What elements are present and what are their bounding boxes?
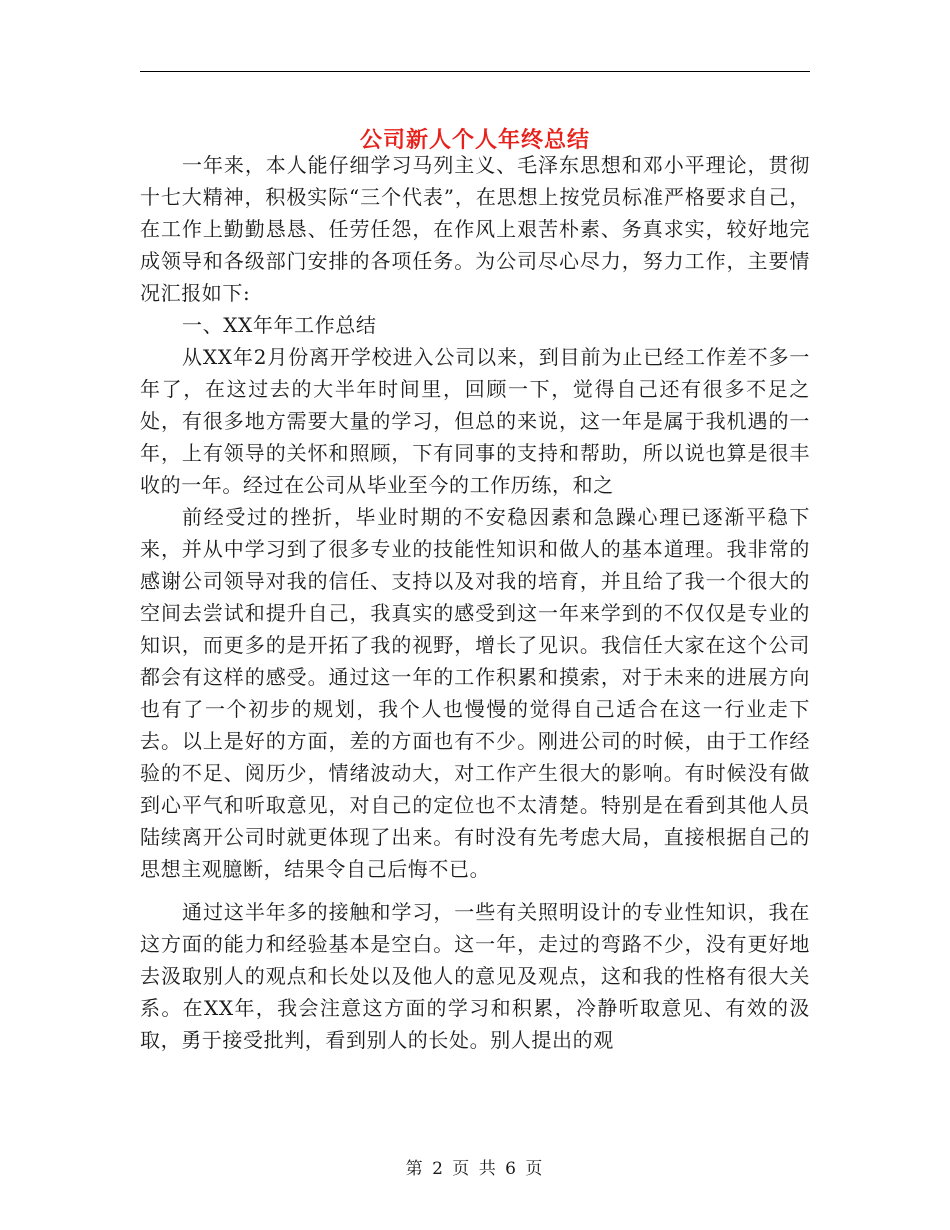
section-heading: 一、XX年年工作总结 <box>182 313 377 337</box>
paragraph-work-review: 从XX年2月份离开学校进入公司以来，到目前为止已经工作差不多一年了，在这过去的大半年时间里，回顾一下，觉得自己还有很多不足之处，有很多地方需要大量的学习，但总的来说，这一年是属于我机遇的一年，上有领导的关怀和照顾，下有同事的支持和帮助，所以说也算是很丰收的一年。经过在公司从毕业至今的工作历练，和之 <box>140 345 810 497</box>
document-body <box>140 149 810 1056</box>
document-title: 公司新人个人年终总结 <box>359 126 590 153</box>
paragraph-intro: 一年来，本人能仔细学习马列主义、毛泽东思想和邓小平理论，贯彻十七大精神，积极实际“三个代表”，在思想上按党员标准严格要求自己，在工作上勤勤恳恳、任劳任怨，在作风上艰苦朴素、务真求实，较好地完成领导和各级部门安排的各项任务。为公司尽心尽力，努力工作，主要情况汇报如下: <box>140 153 810 305</box>
paragraph-learning: 通过这半年多的接触和学习，一些有关照明设计的专业性知识，我在这方面的能力和经验基本是空白。这一年，走过的弯路不少，没有更好地去汲取别人的观点和长处以及他人的意见及观点，这和我的性格有很大关系。在XX年，我会注意这方面的学习和积累，冷静听取意见、有效的汲取，勇于接受批判，看到别人的长处。别人提出的观 <box>140 900 810 1052</box>
header-rule <box>140 71 810 72</box>
paragraph-reflection: 前经受过的挫折，毕业时期的不安稳因素和急躁心理已逐渐平稳下来，并从中学习到了很多专业的技能性知识和做人的基本道理。我非常的感谢公司领导对我的信任、支持以及对我的培育，并且给了我一个很大的空间去尝试和提升自己，我真实的感受到这一年来学到的不仅仅是专业的知识，而更多的是开拓了我的视野，增长了见识。我信任大家在这个公司都会有这样的感受。通过这一年的工作积累和摸索，对于未来的进展方向也有了一个初步的规划，我个人也慢慢的觉得自己适合在这一行业走下去。以上是好的方面，差的方面也有不少。刚进公司的时候，由于工作经验的不足、阅历少，情绪波动大，对工作产生很大的影响。有时候没有做到心平气和听取意见，对自己的定位也不太清楚。特别是在看到其他人员陆续离开公司时就更体现了出来。有时没有先考虑大局，直接根据自己的思想主观臆断，结果令自己后悔不已。 <box>140 505 810 881</box>
page-number-footer: 第 2 页 共 6 页 <box>405 1159 545 1179</box>
